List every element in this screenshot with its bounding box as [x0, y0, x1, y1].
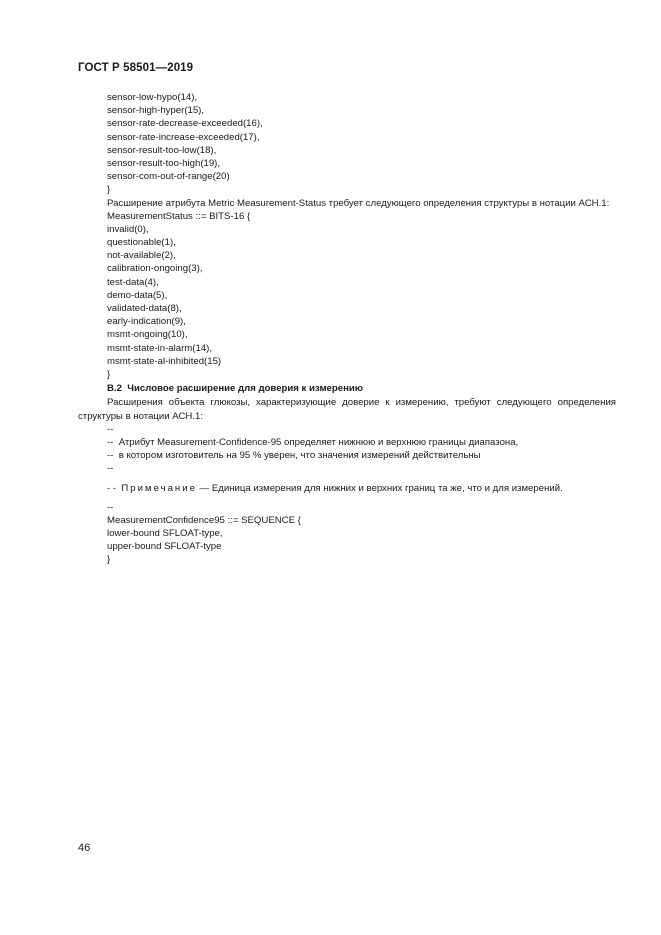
code-line: validated-data(8), — [107, 303, 182, 315]
code-line: msmt-state-in-alarm(14), — [107, 342, 213, 354]
comment-line: -- — [107, 463, 114, 475]
code-line: calibration-ongoing(3), — [107, 263, 203, 275]
paragraph: Расширение атрибута Metric Measurement-Status требует следующего определения структуры в нотации АСН.1: — [107, 197, 610, 209]
code-line: msmt-ongoing(10), — [107, 329, 188, 341]
code-line: test-data(4), — [107, 276, 159, 288]
note-line — [78, 482, 616, 495]
code-line: not-available(2), — [107, 250, 176, 262]
document-body — [78, 91, 616, 567]
code-line: early-indication(9), — [107, 316, 186, 328]
section-title: Числовое расширение для доверия к измерению — [127, 383, 363, 395]
code-line: } — [107, 184, 111, 196]
code-line: questionable(1), — [107, 237, 176, 249]
paragraph: Расширения объекта глюкозы, характеризующие доверие к измерению, требуют следующего определения структуры в нотации АСН.1: — [78, 397, 616, 422]
code-line: sensor-rate-decrease-exceeded(16), — [107, 118, 263, 130]
comment-line: -- в котором изготовитель на 95 % уверен, что значения измерений действительны — [107, 450, 481, 462]
code-line: sensor-low-hypo(14), — [107, 92, 198, 103]
code-line: sensor-result-too-high(19), — [107, 157, 221, 169]
section-number: B.2 — [107, 383, 122, 395]
note-text: — Единица измерения для нижних и верхних границ та же, что и для измерений. — [196, 482, 563, 494]
code-line: upper-bound SFLOAT-type — [107, 541, 222, 553]
code-line: sensor-result-too-low(18), — [107, 144, 217, 156]
code-line: -- — [107, 501, 114, 513]
code-line: } — [107, 554, 111, 566]
section-heading — [78, 382, 616, 395]
code-line: sensor-com-out-of-range(20) — [107, 171, 230, 183]
comment-line: -- Атрибут Measurement-Confidence-95 определяет нижнюю и верхнюю границы диапазона, — [107, 436, 519, 448]
code-line: lower-bound SFLOAT-type, — [107, 528, 223, 540]
document-header: ГОСТ Р 58501—2019 — [78, 62, 194, 74]
code-line: sensor-high-hyper(15), — [107, 105, 205, 117]
code-line: } — [107, 368, 111, 380]
note-prefix: - - — [107, 482, 122, 494]
code-line: MeasurementConfidence95 ::= SEQUENCE { — [107, 514, 301, 526]
note-label: Примечание — [121, 482, 197, 494]
code-line: sensor-rate-increase-exceeded(17), — [107, 131, 260, 143]
page-number: 46 — [78, 842, 91, 854]
code-line: demo-data(5), — [107, 289, 168, 301]
code-line: msmt-state-al-inhibited(15) — [107, 355, 222, 367]
comment-line: -- — [107, 423, 114, 435]
code-line: invalid(0), — [107, 223, 149, 235]
code-line: MeasurementStatus ::= BITS-16 { — [107, 210, 251, 222]
